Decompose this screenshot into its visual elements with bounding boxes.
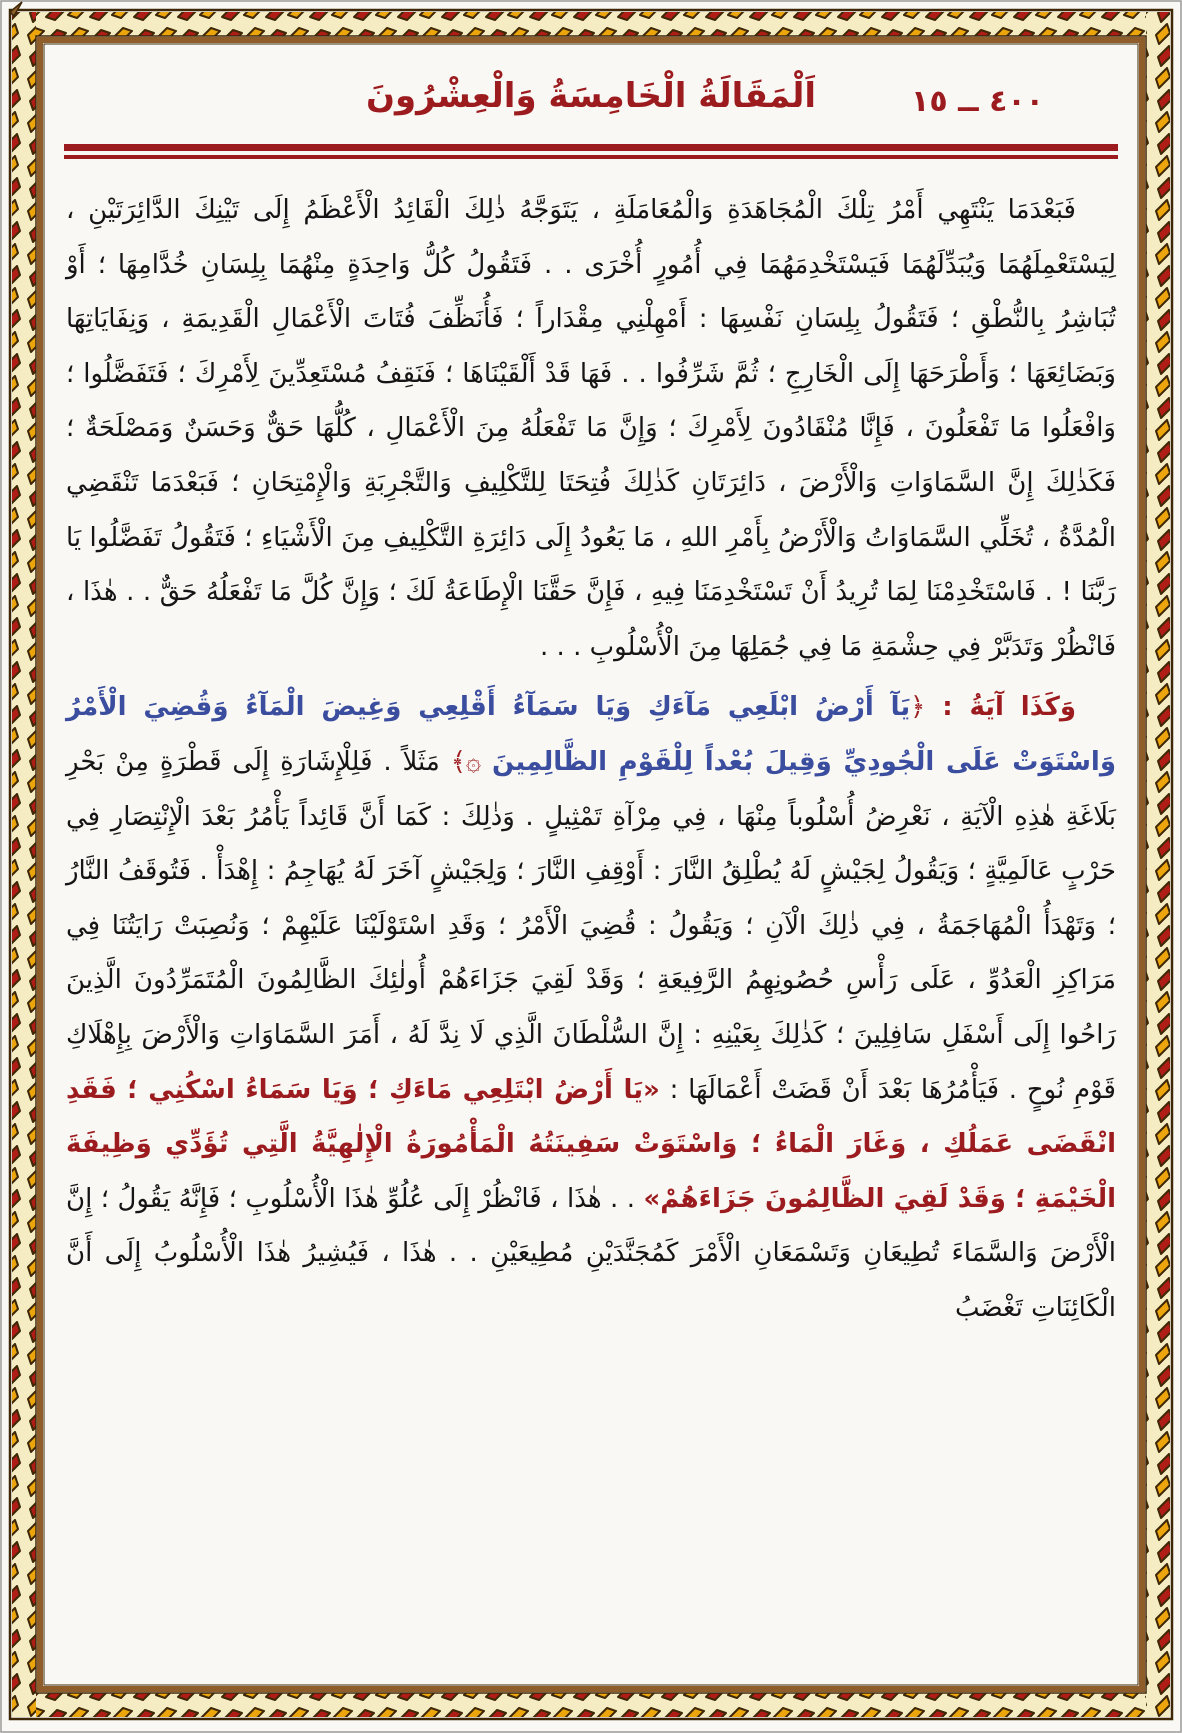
divider-thin-line <box>64 155 1118 159</box>
verse-close-ornament-icon: ۞﴾ <box>450 746 493 777</box>
page-content <box>50 46 1132 1687</box>
paragraph-2 <box>66 680 1116 1335</box>
red-quotation: «يَا أَرْضُ ابْتَلِعِي مَاءَكِ ؛ وَيَا سَمَاءُ اسْكُنِي ؛ فَقَدِ انْقَضَى عَمَلُكِ ، وَغَارَ الْمَاءُ ؛ وَاسْتَوَتْ سَفِينَتُهُ الْمَأْمُورَةُ الْإِلٰهِيَّةُ الَّتِي تُؤَدِّي وَظِيفَةَ الْخَيْمَةِ ؛ وَقَدْ لَقِيَ الظَّالِمُونَ جَزَاءَهُمْ» <box>66 1074 1116 1214</box>
verse-intro: وَكَذَا آيَةُ : <box>925 692 1076 723</box>
divider-thick-line <box>64 144 1118 151</box>
commentary-1: مَثَلاً . فَلِلْإِشَارَةِ إِلَى قَطْرَةٍ مِنْ بَحْرِ بَلَاغَةِ هٰذِهِ الْآيَةِ ، نَعْرِضُ أُسْلُوباً مِنْهَا ، فِي مِرْآةِ تَمْثِيلٍ . وَذٰلِكَ : كَمَا أَنَّ قَائِداً يَأْمُرُ بَعْدَ الْإِنْتِصَارِ فِي حَرْبٍ عَالَمِيَّةٍ ؛ وَيَقُولُ لِجَيْشٍ لَهُ يُطْلِقُ النَّارَ : أَوْقِفِ النَّارَ ؛ وَلِجَيْشٍ آخَرَ لَهُ يُهَاجِمُ : إِهْدَأْ . فَتُوقَفُ النَّارُ ؛ وَتَهْدَأُ الْمُهَاجَمَةُ ، فِي ذٰلِكَ الْآنِ ؛ وَيَقُولُ : قُضِيَ الْأَمْرُ ؛ وَقَدِ اسْتَوْلَيْنَا عَلَيْهِمْ ؛ وَنُصِبَتْ رَايَتُنَا فِي مَرَاكِزِ الْعَدُوِّ ، عَلَى رَأْسِ حُصُونِهِمُ الرَّفِيعَةِ ؛ وَقَدْ لَقِيَ جَزَاءَهُمْ أُولٰئِكَ الظَّالِمُونَ الْمُتَمَرِّدُونَ الَّذِينَ رَاحُوا إِلَى أَسْفَلِ سَافِلِينَ ؛ كَذٰلِكَ بِعَيْنِهِ : إِنَّ السُّلْطَانَ الَّذِي لَا نِدَّ لَهُ ، أَمَرَ السَّمَاوَاتِ وَالْأَرْضَ بِإِهْلَاكِ قَوْمِ نُوحٍ . فَيَأْمُرُهَا بَعْدَ أَنْ قَضَتْ أَعْمَالَهَا : <box>66 746 1116 1105</box>
page-title: اَلْمَقَالَةُ الْخَامِسَةُ وَالْعِشْرُونَ <box>365 76 817 116</box>
quran-verse: يَآ أَرْضُ ابْلَعِي مَآءَكِ وَيَا سَمَآءُ أَقْلِعِي وَغِيضَ الْمَآءُ وَقُضِيَ الْأَمْرُ وَاسْتَوَتْ عَلَى الْجُودِيِّ وَقِيلَ بُعْداً لِلْقَوْمِ الظَّالِمِينَ <box>66 692 1116 777</box>
header-divider <box>64 144 1118 159</box>
page-number: ٤٠٠ ــ ١٥ <box>911 84 1044 119</box>
paragraph-1-text: فَبَعْدَمَا يَنْتَهِي أَمْرُ تِلْكَ الْمُجَاهَدَةِ وَالْمُعَامَلَةِ ، يَتَوَجَّهُ ذٰلِكَ الْقَائِدُ الْأَعْظَمُ إِلَى تَيْنِكَ الدَّائِرَتَيْنِ ، لِيَسْتَعْمِلَهُمَا وَيُبَدِّلَهُمَا فَيَسْتَخْدِمَهُمَا فِي أُمُورٍ أُخْرَى . . فَتَقُولُ كُلُّ وَاحِدَةٍ مِنْهُمَا بِلِسَانِ خُدَّامِهَا ؛ أَوْ تُبَاشِرُ بِالنُّطْقِ ؛ فَتَقُولُ بِلِسَانِ نَفْسِهَا : أَمْهِلْنِي مِقْدَاراً ؛ فَأُنَظِّفَ فُتَاتَ الْأَعْمَالِ الْقَدِيمَةِ ، وَنِفَايَاتِهَا وَبَضَائِعَهَا ؛ وَأَطْرَحَهَا إِلَى الْخَارِجِ ؛ ثُمَّ شَرِّفُوا . . فَهَا قَدْ أَلْقَيْنَاهَا ؛ فَنَقِفُ مُسْتَعِدِّينَ لِأَمْرِكَ ؛ فَتَفَضَّلُوا ؛ وَافْعَلُوا مَا تَفْعَلُونَ ، فَإِنَّا مُنْقَادُونَ لِأَمْرِكَ ؛ وَإِنَّ مَا تَفْعَلُهُ مِنَ الْأَعْمَالِ ، كُلُّهَا حَقٌّ وَحَسَنٌ وَمَصْلَحَةٌ ؛ فَكَذٰلِكَ إِنَّ السَّمَاوَاتِ وَالْأَرْضَ ، دَائِرَتَانِ كَذٰلِكَ فُتِحَتَا لِلتَّكْلِيفِ وَالتَّجْرِبَةِ وَالْإِمْتِحَانِ ؛ فَبَعْدَمَا تَنْقَضِي الْمُدَّةُ ، تُخَلِّي السَّمَاوَاتُ وَالْأَرْضُ بِأَمْرِ اللهِ ، مَا يَعُودُ إِلَى دَائِرَةِ التَّكْلِيفِ مِنَ الْأَشْيَاءِ ؛ فَتَقُولُ تَفَضَّلُوا يَا رَبَّنَا ! . فَاسْتَخْدِمْنَا لِمَا تُرِيدُ أَنْ تَسْتَخْدِمَنَا فِيهِ ، فَإِنَّ حَقَّنَا الْإِطَاعَةُ لَكَ ؛ وَإِنَّ كُلَّ مَا تَفْعَلُهُ حَقٌّ . . هٰذَا ، فَانْظُرْ وَتَدَبَّرْ فِي حِشْمَةِ مَا فِي جُمَلِهَا مِنَ الْأُسْلُوبِ . . . <box>66 195 1116 662</box>
article-body <box>50 183 1132 1335</box>
paragraph-1 <box>66 183 1116 674</box>
page-header <box>50 62 1132 134</box>
commentary-2: . . هٰذَا ، فَانْظُرْ إِلَى عُلُوِّ هٰذَا الْأُسْلُوبِ ؛ فَإِنَّهُ يَقُولُ ؛ إِنَّ الْأَرْضَ وَالسَّمَاءَ تُطِيعَانِ وَتَسْمَعَانِ الْأَمْرَ كَمُجَنَّدَيْنِ مُطِيعَيْنِ . . هٰذَا ، فَيُشِيرُ هٰذَا الْأُسْلُوبُ إِلَى أَنَّ الْكَائِنَاتِ تَغْضَبُ <box>66 1183 1116 1323</box>
corner-ornament-icon <box>10 2 22 16</box>
verse-open-ornament-icon: ﴿ <box>910 692 926 723</box>
